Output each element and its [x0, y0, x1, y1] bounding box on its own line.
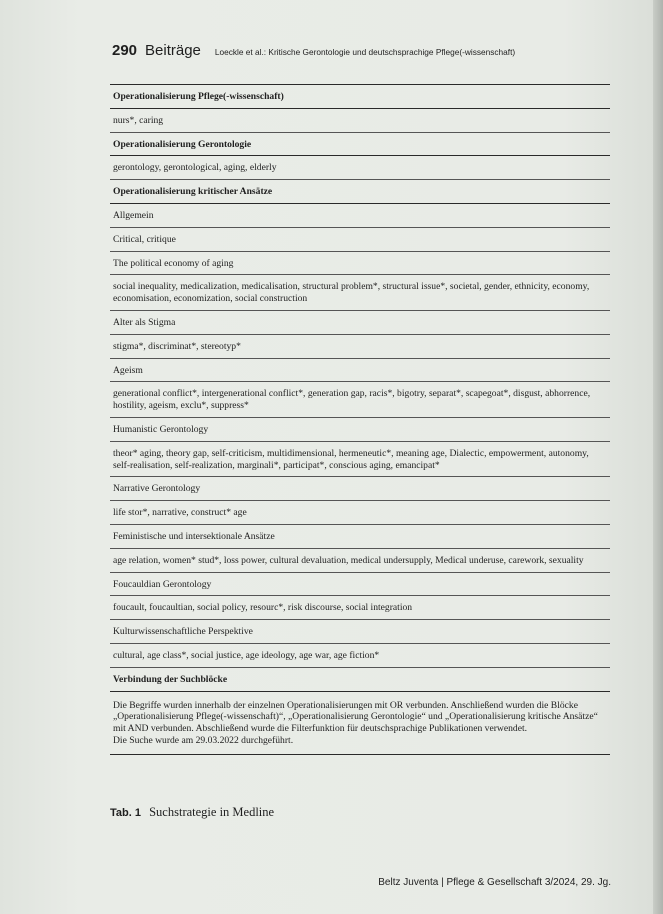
table-row: gerontology, gerontological, aging, elderly — [110, 156, 610, 180]
running-header — [112, 42, 612, 64]
section-title: Beiträge — [145, 42, 201, 59]
table-row: The political economy of aging — [110, 252, 610, 276]
table-section-header: Verbindung der Suchblöcke — [110, 668, 610, 692]
table-row: foucault, foucaultian, social policy, resourc*, risk discourse, social integration — [110, 596, 610, 620]
table-row: Critical, critique — [110, 228, 610, 252]
table-row-final — [110, 692, 610, 755]
running-title: Loeckle et al.: Kritische Gerontologie und deutschsprachige Pflege(-wissenschaft) — [214, 47, 516, 57]
search-date: Die Suche wurde am 29.03.2022 durchgeführt. — [113, 734, 294, 746]
table-row: stigma*, discriminat*, stereotyp* — [110, 335, 610, 359]
combination-description: Die Begriffe wurden innerhalb der einzelnen Operationalisierungen mit OR verbunden. Anschließend wurden die Blöcke „Operationalisierung Pflege(-wissenschaft)“, „Operationalisierung Gerontologie“ und „Operationalisierung kritische Ansätze“ mit AND verbunden. Abschließend wurde die Filterfunktion für deutschsprachige Publikationen verwendet. — [113, 699, 598, 735]
table-row: Humanistic Gerontology — [110, 418, 610, 442]
table-caption-label: Tab. 1 — [110, 807, 141, 819]
page-number: 290 — [112, 42, 138, 59]
table-row: age relation, women* stud*, loss power, cultural devaluation, medical undersupply, Medical underuse, carework, sexuality — [110, 549, 610, 573]
table-section-header: Operationalisierung kritischer Ansätze — [110, 180, 610, 204]
table-row: Kulturwissenschaftliche Perspektive — [110, 620, 610, 644]
page-edge — [653, 0, 663, 914]
table-row: Narrative Gerontology — [110, 477, 610, 501]
table-row: theor* aging, theory gap, self-criticism, multidimensional, hermeneutic*, meaning age, Dialectic, empowerment, autonomy, self-realisation, self-realization, marginali*, participat*, conscious aging, emancipat* — [110, 442, 610, 478]
table-row: Foucauldian Gerontology — [110, 573, 610, 597]
table-row: nurs*, caring — [110, 109, 610, 133]
table-row: Alter als Stigma — [110, 311, 610, 335]
table-section-header: Operationalisierung Pflege(-wissenschaft) — [110, 85, 610, 109]
table-row: Ageism — [110, 359, 610, 383]
table-section-header: Operationalisierung Gerontologie — [110, 133, 610, 157]
table-row: social inequality, medicalization, medicalisation, structural problem*, structural issue*, societal, gender, ethnicity, economy, economisation, economization, social construction — [110, 275, 610, 311]
search-strategy-table — [110, 84, 610, 755]
table-caption — [110, 805, 610, 820]
table-row: Allgemein — [110, 204, 610, 228]
page-footer: Beltz Juventa | Pflege & Gesellschaft 3/2024, 29. Jg. — [378, 877, 611, 888]
table-row: generational conflict*, intergenerational conflict*, generation gap, racis*, bigotry, separat*, scapegoat*, disgust, abhorrence, hostility, ageism, exclu*, suppress* — [110, 382, 610, 418]
table-row: Feministische und intersektionale Ansätze — [110, 525, 610, 549]
table-caption-text: Suchstrategie in Medline — [149, 805, 275, 819]
table-row: life stor*, narrative, construct* age — [110, 501, 610, 525]
table-row: cultural, age class*, social justice, age ideology, age war, age fiction* — [110, 644, 610, 668]
